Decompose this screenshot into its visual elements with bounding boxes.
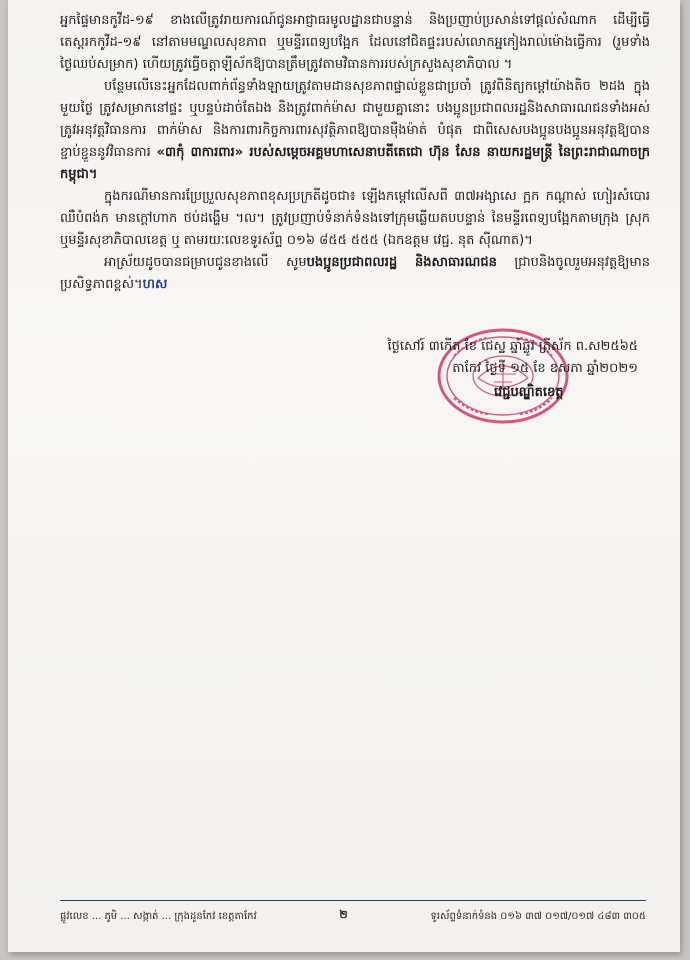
document-page xyxy=(8,0,680,952)
footer-rule xyxy=(60,900,646,901)
page-footer xyxy=(60,906,646,926)
footer-phone: ទូរស័ព្ទទំនាក់ទំនង ០១៦ ៣៧ ០១៧/០១៧ ៤៨៣ ៣០៥ xyxy=(430,910,646,922)
lunar-date: ថ្ងៃសៅរ៍ ៣កើត ខែ ជេស្ឋ ឆ្នាំឆ្លូវ ត្រីស័ក ព.ស២៥៦៥ xyxy=(387,339,638,354)
dateline xyxy=(348,336,638,380)
paragraph-4-audience: បងប្អូនប្រជាពលរដ្ឋ និងសាធារណជន xyxy=(306,255,497,270)
paragraph-3 xyxy=(60,186,650,252)
paragraph-2 xyxy=(60,76,650,186)
footer-address: ផ្លូវលេខ ... ភូមិ ... សង្កាត់ ... ក្រុងដូនកែវ ខេត្តតាកែវ xyxy=(60,910,257,922)
paragraph-4-text: អាស្រ័យដូចបានជម្រាបជូនខាងលើ សូម xyxy=(104,255,307,270)
signer-title: វេជ្ជបណ្ឌិតខេត្ត xyxy=(494,385,564,400)
document-body xyxy=(60,10,650,296)
paragraph-3-text: ក្នុងករណីមានការប្រែប្រួលសុខភាពខុសប្រក្រតីដូចជា៖ ឡើងកម្ដៅលើសពី ៣៧អង្សាសេ ក្អក កណ្ដាស់ ហៀរសំបោរ ឈឺបំពង់ក មានក្ដៅហាក ថប់ដង្ហើម ។ល។ ត្រូវប្រញាប់ទំនាក់ទំនងទៅក្រុមឆ្លើយតបបន្ទាន់ នៃមន្ទីរពេទ្យបង្អែកតាមក្រុង ស្រុក ឬមន្ទីរសុខាភិបាលខេត្ត ឬ តាមរយៈលេខទូរស័ព្ទ ០១៦ ៨៥៥ ៥៥៥ (ឯកឧត្តម វេជ្ជ. នុត ស៊ីណាត)។ xyxy=(60,189,650,248)
paragraph-4-closing: ជ្រាបនិងចូលរួមអនុវត្តឱ្យមានប្រសិទ្ធភាពខ្ពស់។ xyxy=(60,255,650,292)
handwritten-initial: ហស xyxy=(142,277,168,292)
paragraph-1 xyxy=(60,10,650,76)
paragraph-2-slogan: «៣កុំ ៣ការពារ» xyxy=(156,145,244,160)
solar-date: តាកែវ ថ្ងៃទី ១៥ ខែ ឧសភា ឆ្នាំ២០២១ xyxy=(452,361,638,376)
paragraph-1-text: អ្នកផ្ទៃមានកូវីដ-១៩ ខាងលើត្រូវរាយការណ៍ជូនអាជ្ញាធរមូលដ្ឋានជាបន្ទាន់ និងប្រញាប់ប្រសាន់ទៅផ្ដល់សំណាក ដើម្បីធ្វើតេស្តរកកូវីដ-១៩ នៅតាមមណ្ឌលសុខភាព ឬមន្ទីរពេទ្យបង្អែក ដែលនៅជិតផ្ទះរបស់លោកអ្នកៀងរាល់ម៉ោងធ្វើការ (រួមទាំងថ្ងៃឈប់សម្រាក) ហើយត្រូវធ្វើចត្តាឡីស័កឱ្យបានត្រឹមត្រូវតាមវិធានការរបស់ក្រសួងសុខាភិបាល ។ xyxy=(60,13,650,72)
paragraph-2-leader-name: របស់សម្ដេចអគ្គមហាសេនាបតីតេជោ ហ៊ុន សែន នាយករដ្ឋមន្ត្រី នៃព្រះរាជាណាចក្រកម្ពុជា។ xyxy=(60,145,650,182)
paragraph-2-text: បន្ថែមលើនេះអ្នកដែលពាក់ព័ន្ធទាំងឡាយត្រូវតាមដានសុខភាពផ្ទាល់ខ្លួនជាប្រចាំ ត្រូវពិនិត្យកម្ដៅយ៉ាងតិច ២ដង ក្នុងមួយថ្ងៃ ត្រូវសម្រាកនៅផ្ទះ ឬបន្ទប់ដាច់តែឯង និងត្រូវពាក់ម៉ាស ជាមួយគ្នានោះ បងប្អូនប្រជាពលរដ្ឋនិងសាធារណជនទាំងអស់ត្រូវអនុវត្តវិធានការ ពាក់ម៉ាស និងការពារកិច្ចការពារសុវត្ថិភាពឱ្យបានម៉ឺងម៉ាត់ បំផុត ជាពិសេសបងប្អូនបងប្អូនអនុវត្តឱ្យបានខ្ជាប់ខ្ជួននូវវិធានការ xyxy=(60,79,650,160)
paragraph-4 xyxy=(60,252,650,296)
page-number: ២ xyxy=(339,908,348,921)
